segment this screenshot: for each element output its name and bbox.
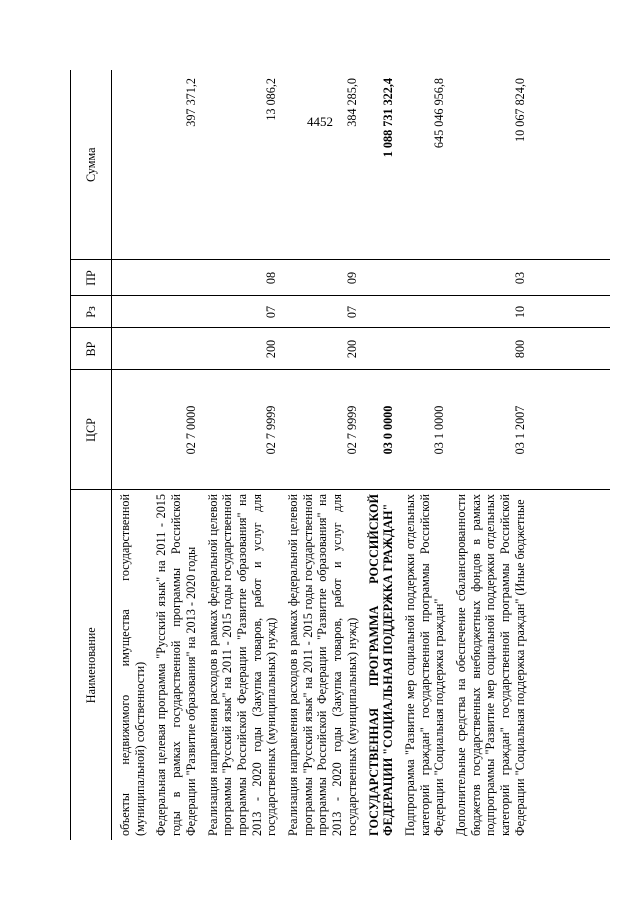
page-number: 4452 — [307, 114, 333, 129]
column-divider — [108, 369, 610, 370]
row-vr: 800 — [512, 339, 527, 359]
header-vr: ВР — [71, 328, 112, 370]
table-row — [112, 70, 149, 840]
rotated-page-content — [70, 70, 610, 840]
row-vr — [397, 328, 448, 370]
table-header-row — [71, 70, 112, 840]
row-vr — [112, 328, 149, 370]
row-vr — [148, 328, 199, 370]
row-pr — [361, 260, 397, 296]
row-csr: 03 0 0000 — [381, 405, 396, 455]
row-rz — [397, 296, 448, 328]
header-pr: ПР — [71, 260, 112, 296]
row-csr: 03 1 0000 — [432, 405, 447, 455]
row-sum: 1 088 731 322,4 — [381, 78, 396, 158]
row-pr: 03 — [512, 271, 527, 285]
row-csr: 03 1 2007 — [512, 405, 527, 455]
table-row — [361, 70, 397, 840]
column-divider — [108, 295, 610, 296]
table-row — [280, 70, 361, 840]
row-pr — [148, 260, 199, 296]
row-name: Реализация направления расходов в рамках федеральной целевой программы "Русский язык" на 2011 - 2015 годы государственной программы Российской Федерации "Развитие образования" на 2013 - 2020 годы (Закупка товаров, работ и услуг для государственных (муниципальных) нужд) — [286, 494, 359, 836]
row-rz — [148, 296, 199, 328]
row-vr: 200 — [344, 339, 359, 359]
row-pr: 08 — [264, 271, 279, 285]
row-sum: 384 285,0 — [344, 78, 359, 127]
row-name: Федеральная целевая программа "Русский язык" на 2011 - 2015 годы в рамках государственной программы Российской Федерации "Развитие образования" на 2013 - 2020 годы — [154, 494, 198, 836]
table-row — [200, 70, 281, 840]
row-sum: 13 086,2 — [264, 78, 279, 121]
row-pr — [112, 260, 149, 296]
header-sum: Сумма — [71, 70, 112, 260]
column-divider — [108, 489, 610, 490]
row-csr: 02 7 9999 — [344, 405, 359, 455]
row-vr: 200 — [264, 339, 279, 359]
row-name: Дополнительные средства на обеспечение сбалансированности бюджетов государственных внебюджетных фондов в рамках подпрограммы "Развитие мер социальной поддержки отдельных категорий граждан" государственной программы Российской Федерации "Социальная поддержка граждан" (Иные бюджетные — [454, 494, 527, 836]
row-rz: 07 — [264, 305, 279, 319]
table-row — [397, 70, 448, 840]
header-name: Наименование — [71, 490, 112, 840]
table-row — [448, 70, 529, 840]
row-rz — [361, 296, 397, 328]
row-name: ГОСУДАРСТВЕННАЯ ПРОГРАММА РОССИЙСКОЙ ФЕДЕРАЦИИ "СОЦИАЛЬНАЯ ПОДДЕРЖКА ГРАЖДАН" — [366, 494, 396, 836]
row-rz — [112, 296, 149, 328]
budget-table — [70, 70, 529, 840]
column-divider — [108, 259, 610, 260]
row-pr — [397, 260, 448, 296]
row-rz: 07 — [344, 305, 359, 319]
row-name: объекты недвижимого имущества государственной (муниципальной) собственности) — [118, 494, 147, 836]
column-divider — [108, 327, 610, 328]
header-csr: ЦСР — [71, 370, 112, 490]
row-pr: 09 — [344, 271, 359, 285]
row-sum: 10 067 824,0 — [512, 78, 527, 142]
header-rz: Рз — [71, 296, 112, 328]
row-csr: 02 7 0000 — [183, 405, 198, 455]
row-csr: 02 7 9999 — [264, 405, 279, 455]
row-sum — [112, 70, 149, 260]
row-rz: 10 — [512, 305, 527, 319]
row-name: Реализация направления расходов в рамках федеральной целевой программы "Русский язык" на 2011 - 2015 годы государственной программы Российской Федерации "Развитие образования" на 2013 - 2020 годы (Закупка товаров, работ и услуг для государственных (муниципальных) нужд) — [205, 494, 279, 836]
row-name: Подпрограмма "Развитие мер социальной поддержки отдельных категорий граждан" государственной программы Российской Федерации "Социальная поддержка граждан" — [402, 494, 447, 836]
table-row — [148, 70, 199, 840]
row-sum: 397 371,2 — [183, 78, 198, 127]
row-csr — [112, 370, 149, 490]
row-vr — [361, 328, 397, 370]
row-sum: 645 046 956,8 — [432, 78, 447, 149]
